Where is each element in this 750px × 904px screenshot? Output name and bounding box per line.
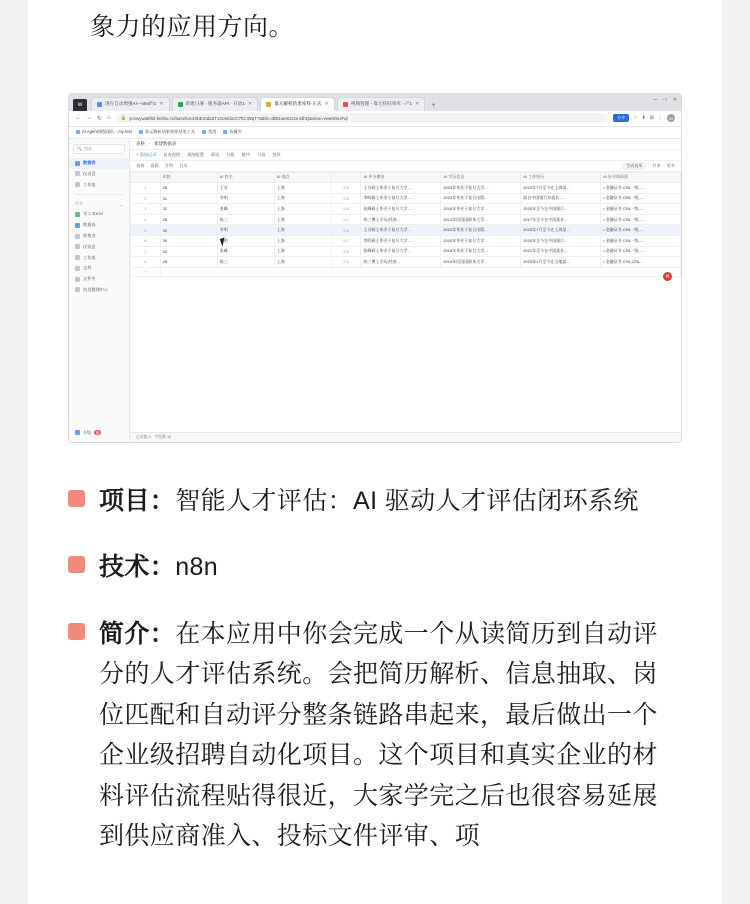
toolbar-color-button[interactable]: 色块 (272, 151, 281, 157)
cell-experience[interactable]: 2023年1月至今在当地某... (521, 257, 601, 268)
lead-paragraph: 象力的应用方向。 (90, 13, 295, 41)
forward-icon[interactable]: → (86, 115, 92, 122)
breadcrumb-separator: · (148, 141, 151, 147)
sidebar-file-item[interactable] (69, 285, 129, 296)
cell-location[interactable]: 上海 (274, 214, 331, 225)
list-item (68, 614, 682, 857)
table-row[interactable] (131, 235, 681, 246)
breadcrumb-item[interactable]: 表格 (136, 140, 145, 146)
toolbar-viewconfig-button[interactable]: 视图配置 (187, 151, 204, 157)
avatar[interactable]: M (667, 114, 675, 122)
row-number: 8 (131, 257, 161, 268)
toolbar-view-button[interactable]: 仪表视图 (163, 151, 181, 157)
cell-certificate[interactable]: • 金融证书 CFA一级,... (601, 214, 681, 225)
cell-score[interactable]: 9.8 (331, 193, 361, 204)
browser-tab[interactable] (337, 97, 425, 111)
cell-education[interactable]: 2018年毕业于复旦大学... (441, 246, 521, 257)
row-number: 4 (131, 214, 161, 225)
cell-score[interactable]: 9.3 (331, 182, 361, 193)
cell-education[interactable]: 2023年毕业于复旦大学,... (441, 182, 521, 193)
cell-education[interactable]: 2023年毕业于复旦出版... (441, 193, 521, 204)
row-number: 1 (131, 182, 161, 193)
bullet-square-icon (68, 623, 85, 640)
list-item-text (99, 481, 639, 522)
cell-reason[interactable]: 张峰硕士毕业于复旦大学... (361, 204, 441, 215)
download-icon[interactable]: ⬇ (641, 115, 646, 122)
cell-education[interactable]: 2018年毕业于复旦大学... (441, 204, 521, 215)
list-item (68, 481, 682, 522)
extensions-icon[interactable]: ⊞ (649, 115, 654, 122)
excel-icon (75, 212, 80, 217)
bookmark-item[interactable] (202, 129, 216, 135)
cell-reason[interactable]: 李明硕士毕业于复旦大学... (361, 193, 441, 204)
bookmark-item[interactable] (76, 129, 132, 135)
cell-name[interactable]: 李明 (217, 193, 274, 204)
tab-label: 靠元解析结果库样·正式 (274, 101, 322, 107)
browser-tab[interactable] (172, 97, 259, 111)
cell-experience[interactable]: 2017年至今在中国某业... (521, 214, 601, 225)
bookmark-label: 靠元解析结果库样结果工具 (144, 129, 196, 135)
workflow-icon (75, 255, 80, 260)
row-number: 5 (131, 225, 161, 236)
status-badge: 新 (96, 431, 100, 436)
toolbar-sort-button[interactable]: 排序 (241, 151, 251, 157)
sidebar-file-label: 数据表 (83, 222, 96, 228)
reload-icon[interactable]: ↻ (97, 115, 103, 122)
favicon-icon (266, 102, 271, 107)
cell-name[interactable]: 陈三 (217, 214, 274, 225)
page-content (28, 0, 722, 904)
column-header[interactable]: AI 地点 (274, 172, 331, 182)
list-item-body: n8n (175, 553, 219, 582)
breadcrumb (130, 139, 681, 150)
column-header[interactable]: 年龄 (160, 172, 217, 182)
table-row[interactable] (131, 246, 681, 257)
toolbar-group-button[interactable]: 分组 (226, 151, 235, 157)
cell-score[interactable]: 9.5 (331, 246, 361, 257)
menu-icon[interactable]: ⋮ (658, 115, 663, 122)
cell-certificate[interactable]: • 金融证书 CFA一级,... (601, 225, 681, 236)
home-icon[interactable]: ⌂ (107, 115, 111, 122)
cell-education[interactable]: 2023年毕业于复旦出版... (441, 225, 521, 236)
cell-reason[interactable]: 李明硕士毕业于复旦大学... (361, 235, 441, 246)
list-item-body: 在本应用中你会完成一个从读简历到自动评分的人才评估系统。会把简历解析、信息抽取、岗位匹配和自动评分整条链路串起来，最后做出一个企业级招聘自动化项目。这个项目和真实企业的材料评估流程贴得很近，大家学完之后也很容易延展到供应商准入、投标文件评审、项 (99, 619, 658, 851)
sidebar-item-label: 工作流 (83, 181, 96, 187)
right-rail (722, 0, 750, 904)
column-header[interactable]: AI 姓名 (217, 172, 274, 182)
cell-location[interactable]: 上海 (274, 182, 331, 193)
cell-score[interactable]: 9.3 (331, 257, 361, 268)
browser-toolbar (69, 111, 681, 127)
cell-age[interactable]: 31 (160, 193, 217, 204)
bookmark-label: 常用 (208, 129, 217, 135)
sidebar-file-item[interactable] (69, 241, 129, 252)
table-body (131, 182, 681, 276)
sidebar-file-item[interactable] (69, 252, 129, 263)
bookmark-icon (202, 130, 206, 134)
column-header[interactable]: AI 学历信息 (441, 172, 521, 182)
cell-name[interactable]: 李明 (217, 235, 274, 246)
sidebar-item-label: 数据表 (83, 160, 96, 166)
sidebar-file-label: 收集表 (83, 233, 96, 239)
toolbar-filter-button[interactable]: 筛选 (210, 151, 220, 157)
lock-icon: 🔒 (120, 115, 127, 121)
bookmark-label: 收藏夹 (229, 129, 243, 135)
table-row[interactable] (131, 257, 681, 268)
url-text: ycnwywa9f02.feishu.cn/base/Ue4XbEXtdaZT13cWdocC7fCnWqT?table=tbl8Lwe61sze43hQ&view=vewN0eJFql (129, 115, 348, 121)
status-bar (130, 432, 681, 442)
message-icon (75, 287, 80, 292)
cell-certificate[interactable]: • 金融证书 CFA,CFA... (601, 257, 681, 268)
cell-age[interactable]: 28 (160, 182, 217, 193)
sidebar-file-item[interactable] (69, 263, 129, 274)
breadcrumb-item[interactable]: 新建数据表 (154, 140, 177, 146)
dashboard-icon (75, 244, 80, 249)
table-row[interactable] (131, 204, 681, 215)
cell-age[interactable]: 28 (160, 214, 217, 225)
cell-reason[interactable]: 陈三博士学历(经查... (361, 257, 441, 268)
sidebar-file-label: 消息整理中心 (83, 286, 109, 292)
cell-name[interactable]: 张峰 (217, 246, 274, 257)
cell-score[interactable]: 9.3 (331, 225, 361, 236)
view-toolbar (130, 161, 681, 172)
share-view-button[interactable]: 共享 (652, 162, 661, 168)
create-form-button[interactable]: 生成表单 (622, 162, 646, 170)
cell-score[interactable]: 9.7 (331, 235, 361, 246)
table-header-row (131, 172, 681, 182)
view-tab-gantt[interactable]: 甘特 (164, 162, 174, 168)
sidebar-file-label: 工作流 (83, 254, 96, 260)
cell-experience[interactable]: 2021年至今在中国某业... (521, 246, 601, 257)
bookmark-icon (139, 130, 143, 134)
new-tab-button[interactable]: + (431, 101, 436, 109)
cell-certificate[interactable]: • 金融证书 CFA一级,... (601, 182, 681, 193)
browser-tab[interactable] (91, 97, 170, 111)
tab-label: 新建日薄 · 服务器API · 开放1 (185, 101, 245, 107)
cell-score[interactable]: 9.1 (331, 214, 361, 225)
row-number: 7 (131, 246, 161, 257)
sidebar-file-label: 仪表盘 (83, 243, 96, 249)
bookmarks-bar (69, 127, 681, 139)
column-header[interactable]: AI 评分理由 (361, 172, 441, 182)
chevron-down-icon[interactable]: ⌄ (119, 201, 123, 207)
screenshot-figure (68, 93, 682, 443)
sidebar-upgrade-label: 升级 (83, 429, 91, 435)
close-icon[interactable]: ✕ (415, 101, 420, 108)
row-number: 2 (131, 193, 161, 204)
minimize-icon[interactable]: — (652, 96, 658, 103)
cell-reason[interactable]: 张峰硕士毕业于复旦大学... (361, 246, 441, 257)
cell-education[interactable]: 2013年回国国职务大学... (441, 214, 521, 225)
table-row[interactable] (131, 214, 681, 225)
back-icon[interactable]: ← (75, 115, 81, 122)
address-bar[interactable] (116, 113, 608, 123)
bullet-square-icon (68, 490, 85, 507)
list-item-label: 简介： (99, 619, 176, 648)
data-table (130, 172, 681, 278)
more-button[interactable]: 更多 (666, 162, 675, 168)
table-icon (75, 223, 80, 228)
list-item-label: 技术： (99, 553, 176, 582)
cell-certificate[interactable]: • 金融证书 CFA一级,... (601, 246, 681, 257)
cell-location[interactable]: 上海 (274, 225, 331, 236)
sidebar-group-label: 所有 (75, 201, 83, 207)
sidebar-file-item[interactable] (69, 209, 129, 220)
cell-location[interactable]: 上海 (274, 257, 331, 268)
search-placeholder: 搜索 (83, 145, 92, 151)
cell-location[interactable]: 上海 (274, 235, 331, 246)
row-number: 3 (131, 204, 161, 215)
sidebar-divider (75, 194, 123, 195)
cell-education[interactable]: 2019年回国国职务大学... (441, 257, 521, 268)
table-add-row[interactable] (131, 267, 681, 277)
upgrade-icon (75, 430, 80, 435)
close-window-icon[interactable]: ✕ (672, 96, 677, 103)
cell-certificate[interactable]: • 金融证书 CFA一级,... (601, 193, 681, 204)
bookmark-label: AI Agent课程团队 - my test (82, 129, 132, 135)
view-tab-kanban[interactable]: 看板 (150, 162, 159, 168)
bookmark-item[interactable] (139, 129, 195, 135)
sidebar-file-item[interactable] (69, 220, 129, 231)
cell-age[interactable]: 30 (160, 235, 217, 246)
bullet-blocks (28, 443, 722, 857)
workflow-icon (75, 182, 80, 187)
add-row-button[interactable]: + (131, 267, 161, 277)
maximize-icon[interactable]: □ (663, 96, 667, 103)
view-tab-calendar[interactable]: 日历 (179, 162, 188, 168)
sidebar-item-workflow[interactable] (69, 179, 129, 190)
cell-certificate[interactable]: • 金融证书 CFA一级,... (601, 235, 681, 246)
view-tab-table[interactable]: 表格 (136, 162, 145, 168)
list-item-text (99, 614, 682, 857)
list-item-label: 项目： (99, 486, 176, 515)
favicon-icon (343, 102, 348, 107)
cell-education[interactable]: 2020年毕业于复旦大学... (441, 235, 521, 246)
cell-location[interactable]: 上海 (274, 246, 331, 257)
cell-name[interactable]: 张峰 (217, 204, 274, 215)
sidebar-upgrade[interactable] (69, 427, 129, 439)
list-item-body: 智能人才评估：AI 驱动人才评估闭环系统 (175, 486, 639, 515)
row-number: 6 (131, 235, 161, 246)
form-icon (75, 234, 80, 239)
column-header[interactable] (131, 172, 161, 182)
sidebar-file-label: 文档 (83, 265, 92, 271)
cell-age[interactable]: 28 (160, 257, 217, 268)
close-icon[interactable]: ✕ (247, 101, 253, 108)
tab-label: 现在自动增强AI—n8n的1 (105, 101, 157, 107)
list-item-text (99, 547, 218, 588)
sidebar-item-dashboard[interactable] (69, 169, 129, 180)
close-icon[interactable]: ✕ (324, 101, 329, 108)
browser-tabstrip (69, 94, 681, 111)
sidebar-file-item[interactable] (69, 231, 129, 242)
left-rail (0, 0, 28, 904)
column-header-score[interactable] (331, 172, 361, 182)
cell-name[interactable]: 陈三 (217, 257, 274, 268)
dashboard-icon (75, 171, 80, 176)
share-button[interactable]: 分享 (613, 114, 629, 122)
cell-experience[interactable]: 2020年至今在中国银行... (521, 235, 601, 246)
cell-certificate[interactable]: • 金融证书 CFA一级,... (601, 204, 681, 215)
table-row[interactable] (131, 193, 681, 204)
table-toolbar (130, 150, 681, 161)
column-header[interactable]: AI 证书和资质 (601, 172, 681, 182)
bookmark-item[interactable] (223, 129, 242, 135)
tab-label: 视频管理 - 靠元样结果库 - 产1 (350, 101, 413, 107)
list-item (68, 547, 682, 588)
add-record-button[interactable]: + 添加记录 (136, 151, 157, 157)
add-row-filler (160, 267, 680, 277)
cell-name[interactable]: 王芳 (217, 182, 274, 193)
sidebar-file-item[interactable] (69, 274, 129, 285)
cell-location[interactable]: 上海 (274, 204, 331, 215)
cell-location[interactable]: 上海 (274, 193, 331, 204)
bookmark-icon (223, 130, 227, 134)
toolbar-actions (613, 114, 675, 122)
cell-experience[interactable]: 2023年7月至今在上海某... (521, 182, 601, 193)
table-row[interactable] (131, 182, 681, 193)
cell-reason[interactable]: 陈三博士学历(经查... (361, 214, 441, 225)
browser-window (69, 94, 681, 442)
app-main (130, 139, 681, 442)
browser-tab-active[interactable] (260, 97, 335, 111)
record-count: 记录数 8 (136, 434, 151, 439)
sidebar-file-label: 文件夹 (83, 276, 96, 282)
bookmark-icon (76, 130, 80, 134)
cell-reason[interactable]: 王芳硕士毕业于复旦大学,... (361, 182, 441, 193)
bookmark-icon[interactable]: ☆ (633, 115, 638, 122)
table-icon (75, 161, 80, 166)
app-body (69, 139, 681, 442)
folder-icon (75, 277, 80, 282)
close-marker-icon[interactable]: ✕ (664, 273, 671, 280)
table-row-selected[interactable] (131, 225, 681, 236)
cell-age[interactable]: 32 (160, 204, 217, 215)
sidebar-group-title (69, 199, 129, 209)
window-controls[interactable] (653, 97, 677, 103)
document-icon (75, 266, 80, 271)
cell-age[interactable]: 32 (160, 246, 217, 257)
column-header[interactable]: AI 工作经历 (521, 172, 601, 182)
sidebar-item-datatable[interactable] (69, 158, 129, 169)
data-grid[interactable] (130, 172, 681, 432)
search-input[interactable] (73, 144, 125, 154)
favicon-icon (97, 102, 102, 107)
close-icon[interactable]: ✕ (159, 101, 164, 108)
favicon-icon (178, 102, 183, 107)
browser-logo: w (73, 99, 87, 111)
cell-age[interactable]: 30 (160, 225, 217, 236)
search-icon: 🔍 (77, 146, 82, 152)
toolbar-rowheight-button[interactable]: 行高 (257, 151, 266, 157)
sidebar-file-label: 导入 Excel (83, 211, 103, 217)
cell-name[interactable]: 李明 (217, 225, 274, 236)
cell-experience[interactable]: 2020年至今在中国银行... (521, 204, 601, 215)
cell-reason[interactable]: 王芳硕士毕业于复旦大学... (361, 225, 441, 236)
app-sidebar (69, 139, 130, 442)
cell-experience[interactable]: 取自中国银行业就业... (521, 193, 601, 204)
sidebar-item-label: 仪表盘 (83, 170, 96, 176)
field-count: 字段数 10 (154, 434, 172, 439)
cell-experience[interactable]: 2023年7月至今在上海某... (521, 225, 601, 236)
bullet-square-icon (68, 556, 85, 573)
cell-score[interactable]: 9.5 (331, 204, 361, 215)
